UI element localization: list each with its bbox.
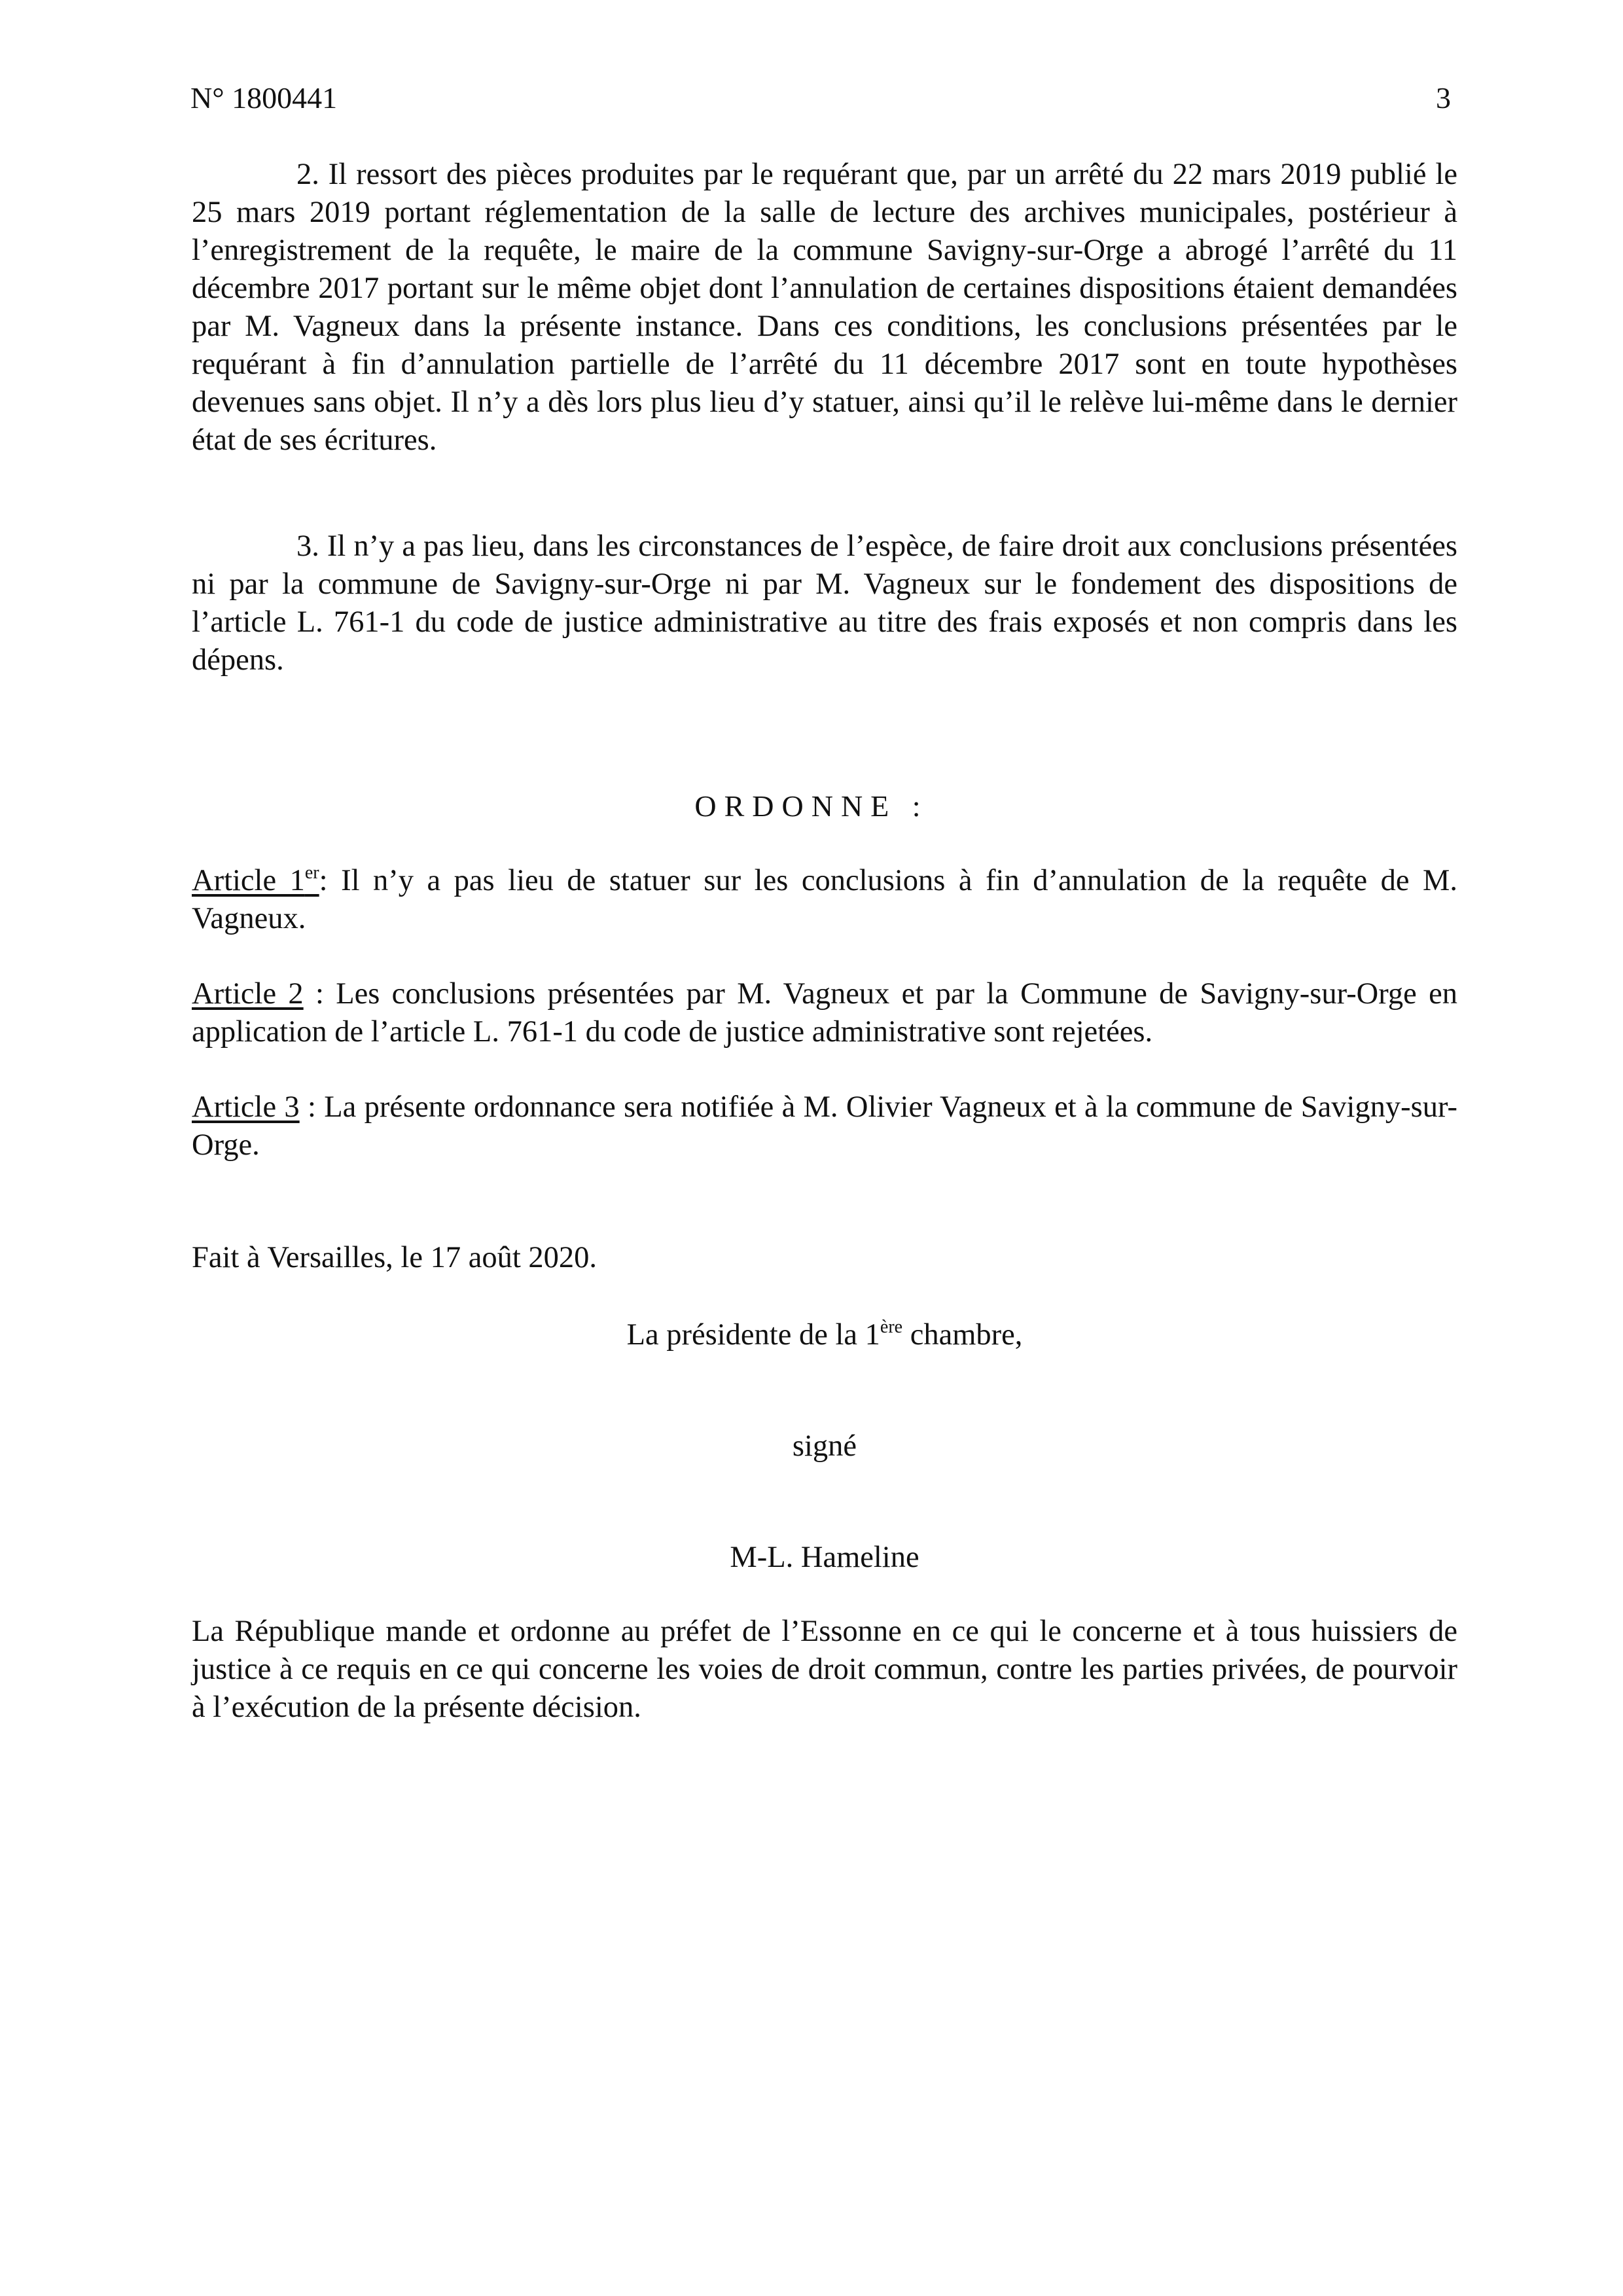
ordonne-heading: ORDONNE : [694,789,929,823]
consideration-3 [192,528,1457,679]
article-2-text: : Les conclusions présentées par M. Vagneux et par la Commune de Savigny-sur-Orge en application de l’article L. 761-1 du code de justice administrative sont rejetées. [192,977,1457,1049]
article-2-title: Article 2 [192,977,304,1011]
signed-mention: signé [792,1429,857,1463]
signatory-name: M-L. Hameline [730,1541,919,1574]
article-1-text: : Il n’y a pas lieu de statuer sur les conclusions à fin d’annulation de la requête de M. Vagneux. [192,864,1457,935]
executory-formula-text: La République mande et ordonne au préfet de l’Essonne en ce qui le concerne et à tous huissiers de justice à ce requis en ce qui concerne les voies de droit commun, contre les parties privées, de pourvoir à l’exécution de la présente décision. [192,1615,1457,1724]
article-1-title: Article 1er [192,863,319,897]
consideration-2-text: 2. Il ressort des pièces produites par le requérant que, par un arrêté du 22 mars 2019 publié le 25 mars 2019 portant réglementation de la salle de lecture des archives municipales, postérieur à l’enregistrement de la requête, le maire de la commune Savigny-sur-Orge a abrogé l’arrêté du 11 décembre 2017 portant sur le même objet dont l’annulation de certaines dispositions étaient demandées par M. Vagneux dans la présente instance. Dans ces conditions, les conclusions présentées par le requérant à fin d’annulation partielle de l’arrêté du 11 décembre 2017 sont en toute hypothèses devenues sans objet. Il n’y a dès lors plus lieu d’y statuer, ainsi qu’il le relève lui-même dans le dernier état de ses écritures. [192,158,1457,457]
article-3-title: Article 3 [192,1090,300,1124]
page-number: 3 [1436,81,1451,115]
signatory-title: La présidente de la 1ère chambre, [626,1317,1023,1352]
article-3-text: : La présente ordonnance sera notifiée à M. Olivier Vagneux et à la commune de Savigny-sur-Orge. [192,1090,1457,1162]
case-number: N° 1800441 [190,81,338,115]
article-1 [192,862,1457,938]
article-2 [192,975,1457,1051]
consideration-2 [192,156,1457,459]
place-date: Fait à Versailles, le 17 août 2020. [192,1241,597,1274]
article-3 [192,1088,1457,1164]
signatory-title-sup: ère [880,1317,903,1337]
article-1-title-sup: er [304,863,319,883]
consideration-3-text: 3. Il n’y a pas lieu, dans les circonstances de l’espèce, de faire droit aux conclusions présentées ni par la commune de Savigny-sur-Orge ni par M. Vagneux sur le fondement des dispositions de l’article L. 761-1 du code de justice administrative au titre des frais exposés et non compris dans les dépens. [192,529,1457,677]
executory-formula [192,1613,1457,1727]
